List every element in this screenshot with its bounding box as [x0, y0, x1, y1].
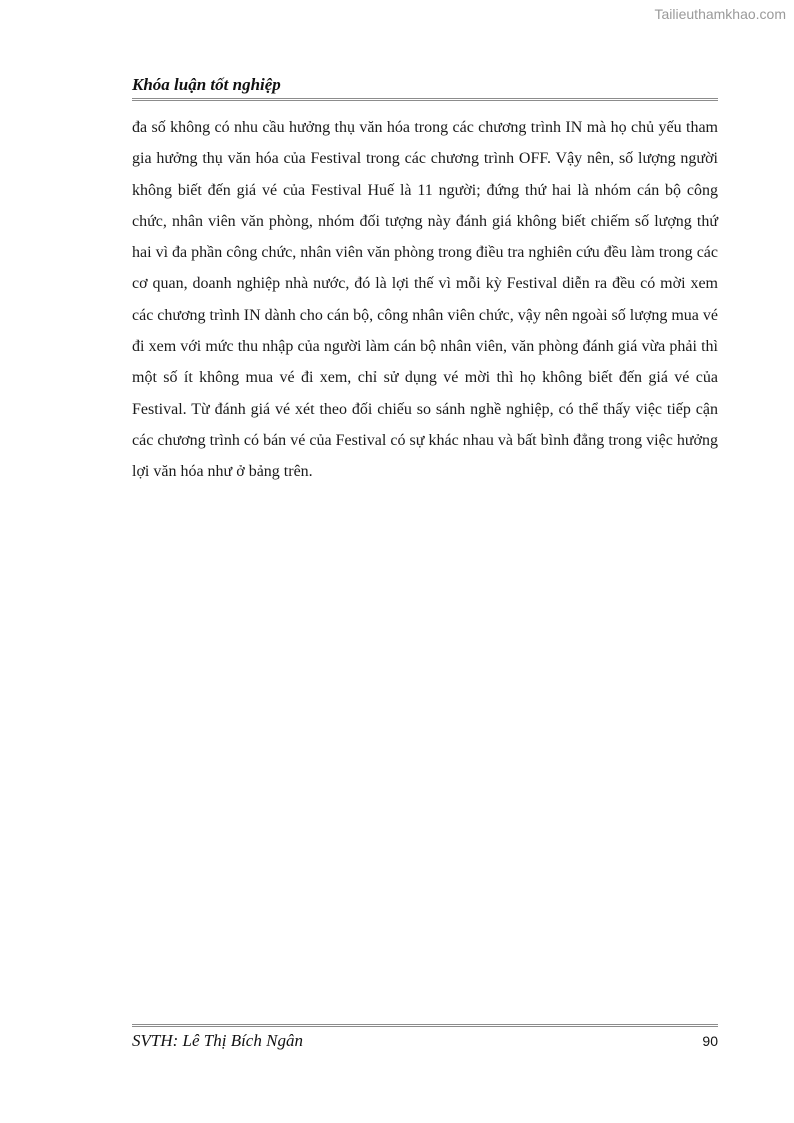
page-number: 90	[702, 1033, 718, 1049]
header-divider	[132, 98, 718, 101]
header-title: Khóa luận tốt nghiệp	[132, 75, 281, 94]
footer-divider	[132, 1024, 718, 1027]
page-header	[132, 74, 718, 101]
watermark: Tailieuthamkhao.com	[654, 6, 786, 22]
page-footer	[132, 1024, 718, 1051]
footer-row	[132, 1031, 718, 1051]
body-paragraph: đa số không có nhu cầu hưởng thụ văn hóa trong các chương trình IN mà họ chủ yếu tham gia hưởng thụ văn hóa của Festival trong các chương trình OFF. Vậy nên, số lượng người không biết đến giá vé của Festival Huế là 11 người; đứng thứ hai là nhóm cán bộ công chức, nhân viên văn phòng, nhóm đối tượng này đánh giá không biết chiếm số lượng thứ hai vì đa phần công chức, nhân viên văn phòng trong điều tra nghiên cứu đều làm trong các cơ quan, doanh nghiệp nhà nước, đó là lợi thế vì mỗi kỳ Festival diễn ra đều có mời xem các chương trình IN dành cho cán bộ, công nhân viên chức, vậy nên ngoài số lượng mua vé đi xem với mức thu nhập của người làm cán bộ nhân viên, văn phòng đánh giá vừa phải thì một số ít không mua vé đi xem, chỉ sử dụng vé mời thì họ không biết đến giá vé của Festival. Từ đánh giá vé xét theo đối chiếu so sánh nghề nghiệp, có thể thấy việc tiếp cận các chương trình có bán vé của Festival có sự khác nhau và bất bình đẳng trong việc hưởng lợi văn hóa như ở bảng trên.	[132, 119, 718, 481]
footer-author: SVTH: Lê Thị Bích Ngân	[132, 1031, 303, 1050]
